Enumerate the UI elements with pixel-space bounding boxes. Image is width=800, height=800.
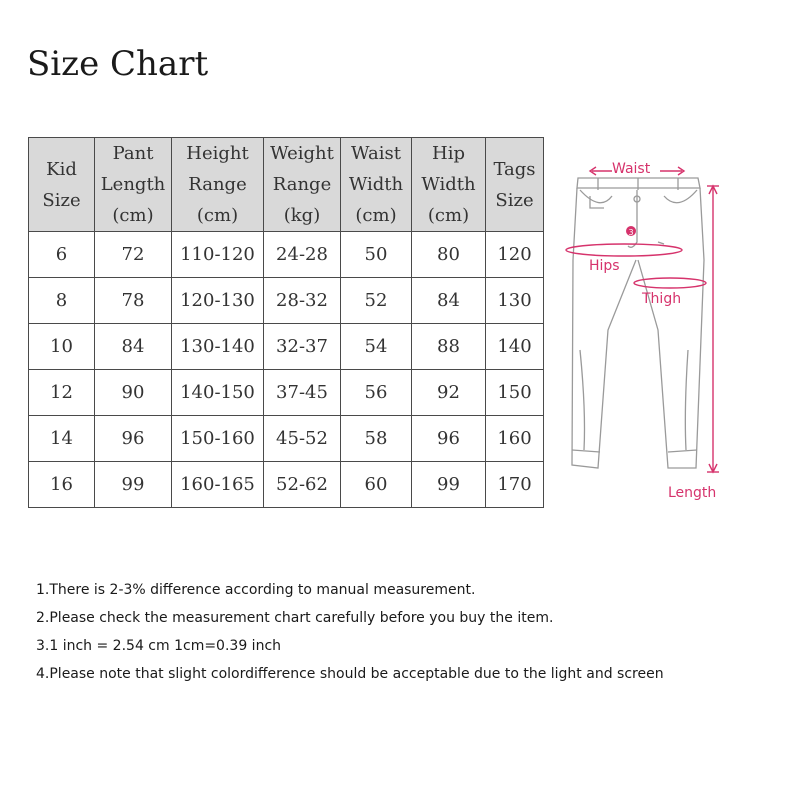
table-row — [29, 232, 544, 278]
cell-waist-width: 52 — [341, 278, 412, 324]
table-row — [29, 370, 544, 416]
cell-pant-length: 72 — [95, 232, 172, 278]
cell-tags-size: 120 — [486, 232, 544, 278]
cell-weight-range: 37-45 — [264, 370, 341, 416]
cell-hip-width: 92 — [412, 370, 486, 416]
cell-tags-size: 130 — [486, 278, 544, 324]
header-pant-length: Pant Length (cm) — [95, 138, 172, 232]
note-item: 4.Please note that slight colordifference should be acceptable due to the light and screen — [36, 666, 664, 682]
header-tags-size: Tags Size — [486, 138, 544, 232]
cell-tags-size: 150 — [486, 370, 544, 416]
size-table — [28, 137, 544, 508]
svg-text:3: 3 — [628, 228, 634, 237]
cell-kid-size: 8 — [29, 278, 95, 324]
note-item: 3.1 inch = 2.54 cm 1cm=0.39 inch — [36, 638, 282, 654]
header-kid-size: Kid Size — [29, 138, 95, 232]
header-hip-width: Hip Width (cm) — [412, 138, 486, 232]
pants-outline-icon — [560, 150, 790, 510]
cell-hip-width: 80 — [412, 232, 486, 278]
cell-height-range: 110-120 — [172, 232, 264, 278]
cell-hip-width: 96 — [412, 416, 486, 462]
cell-waist-width: 54 — [341, 324, 412, 370]
cell-kid-size: 16 — [29, 462, 95, 508]
cell-weight-range: 24-28 — [264, 232, 341, 278]
table-row — [29, 462, 544, 508]
cell-hip-width: 88 — [412, 324, 486, 370]
cell-kid-size: 12 — [29, 370, 95, 416]
cell-height-range: 140-150 — [172, 370, 264, 416]
cell-waist-width: 56 — [341, 370, 412, 416]
cell-weight-range: 45-52 — [264, 416, 341, 462]
table-row — [29, 416, 544, 462]
length-label: Length — [668, 485, 717, 501]
cell-height-range: 150-160 — [172, 416, 264, 462]
cell-tags-size: 170 — [486, 462, 544, 508]
header-waist-width: Waist Width (cm) — [341, 138, 412, 232]
cell-tags-size: 140 — [486, 324, 544, 370]
notes-list — [36, 581, 664, 693]
cell-height-range: 130-140 — [172, 324, 264, 370]
cell-pant-length: 96 — [95, 416, 172, 462]
cell-hip-width: 84 — [412, 278, 486, 324]
cell-waist-width: 50 — [341, 232, 412, 278]
cell-waist-width: 58 — [341, 416, 412, 462]
cell-pant-length: 99 — [95, 462, 172, 508]
cell-kid-size: 10 — [29, 324, 95, 370]
cell-weight-range: 32-37 — [264, 324, 341, 370]
pants-measurement-diagram — [560, 150, 790, 510]
table-row — [29, 324, 544, 370]
hips-label: Hips — [589, 258, 620, 274]
thigh-label: Thigh — [642, 291, 682, 307]
cell-kid-size: 14 — [29, 416, 95, 462]
header-height-range: Height Range (cm) — [172, 138, 264, 232]
cell-weight-range: 52-62 — [264, 462, 341, 508]
page-title: Size Chart — [27, 44, 209, 84]
cell-hip-width: 99 — [412, 462, 486, 508]
cell-waist-width: 60 — [341, 462, 412, 508]
cell-weight-range: 28-32 — [264, 278, 341, 324]
cell-height-range: 120-130 — [172, 278, 264, 324]
table-row — [29, 278, 544, 324]
table-header-row — [29, 138, 544, 232]
note-item: 2.Please check the measurement chart carefully before you buy the item. — [36, 610, 554, 626]
cell-kid-size: 6 — [29, 232, 95, 278]
cell-tags-size: 160 — [486, 416, 544, 462]
cell-pant-length: 84 — [95, 324, 172, 370]
cell-height-range: 160-165 — [172, 462, 264, 508]
header-weight-range: Weight Range (kg) — [264, 138, 341, 232]
note-item: 1.There is 2-3% difference according to manual measurement. — [36, 582, 476, 598]
waist-label: Waist — [612, 161, 651, 177]
cell-pant-length: 78 — [95, 278, 172, 324]
cell-pant-length: 90 — [95, 370, 172, 416]
